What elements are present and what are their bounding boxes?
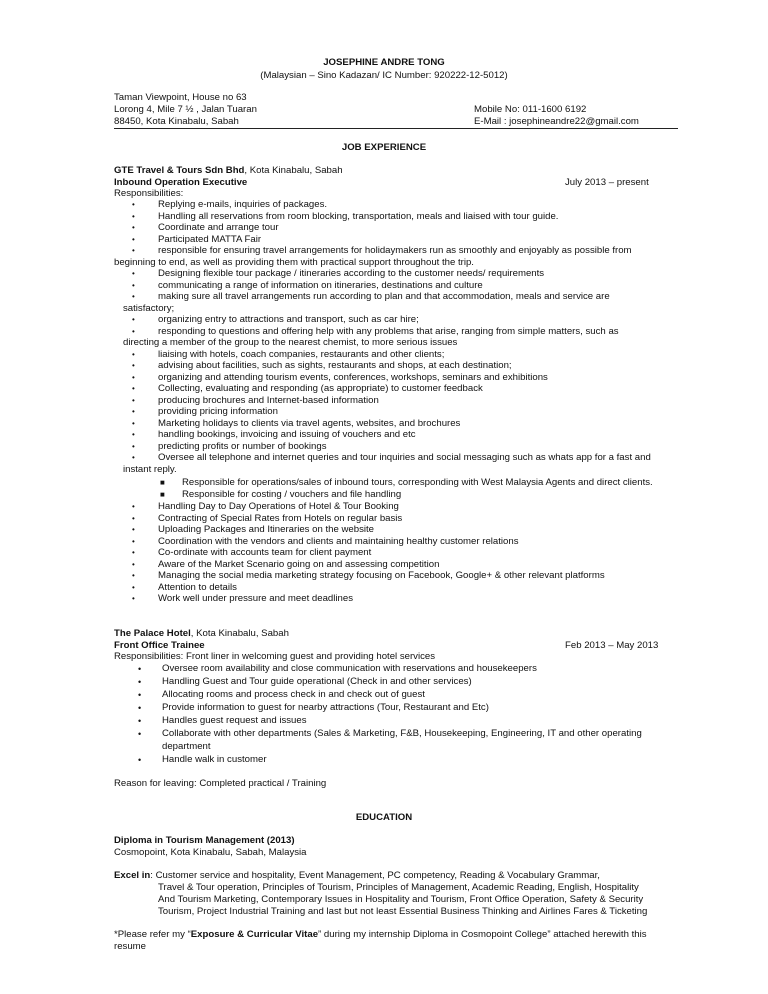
list-item: • liaising with hotels, coach companies, restaurants and other clients; xyxy=(132,348,445,360)
address-line-3: 88450, Kota Kinabalu, Sabah xyxy=(114,116,239,127)
education-heading: EDUCATION xyxy=(355,812,413,823)
list-item: • predicting profits or number of bookings xyxy=(132,440,327,452)
bullet-icon: • xyxy=(132,407,135,416)
bullet-icon: • xyxy=(132,223,135,232)
sub-list-item: ■ Responsible for costing / vouchers and file handling xyxy=(160,489,402,500)
list-item: • Allocating rooms and process check in and check out of guest xyxy=(138,689,425,700)
list-item: • producing brochures and Internet-based information xyxy=(132,394,379,406)
job2-dates: Feb 2013 – May 2013 xyxy=(565,640,659,651)
bullet-icon: • xyxy=(132,384,135,393)
bullet-icon: • xyxy=(132,571,135,580)
bullet-icon: • xyxy=(132,441,135,451)
reason-for-leaving: Reason for leaving: Completed practical / Training xyxy=(114,778,327,789)
excel-in-line-1: Excel in: Customer service and hospitality, Event Management, PC competency, Reading & Vocabulary Grammar, xyxy=(114,870,600,881)
bullet-icon: • xyxy=(132,361,135,370)
bullet-icon: • xyxy=(132,349,135,359)
list-item: • Handling all reservations from room blocking, transportation, meals and liaised with tour guide. xyxy=(132,210,559,222)
list-item: • Handling Day to Day Operations of Hotel & Tour Booking xyxy=(132,501,399,512)
list-item: • Participated MATTA Fair xyxy=(132,233,262,245)
bullet-icon: • xyxy=(132,513,135,523)
list-item: • Coordinate and arrange tour xyxy=(132,222,279,233)
bullet-icon: • xyxy=(132,246,135,255)
list-item: • Uploading Packages and Itineraries on the website xyxy=(132,524,374,535)
list-item: • providing pricing information xyxy=(132,406,278,417)
bullet-icon: • xyxy=(138,690,142,700)
list-item-continuation: beginning to end, as well as providing them with practical support throughout the trip. xyxy=(114,256,474,268)
list-item: • handling bookings, invoicing and issuing of vouchers and etc xyxy=(132,429,416,440)
bullet-icon: • xyxy=(138,716,142,726)
list-item: • Managing the social media marketing strategy focusing on Facebook, Google+ & other relevant platforms xyxy=(132,570,605,581)
list-item: • Handling Guest and Tour guide operational (Check in and other services) xyxy=(138,676,472,687)
list-item-continuation: satisfactory; xyxy=(123,302,175,314)
list-item: • communicating a range of information on itineraries, destinations and culture xyxy=(132,279,483,291)
list-item-continuation: department xyxy=(162,741,211,752)
address-line-2: Lorong 4, Mile 7 ½ , Jalan Tuaran xyxy=(114,104,257,115)
bullet-icon: • xyxy=(132,292,135,301)
job2-company: The Palace Hotel xyxy=(114,628,191,639)
bullet-icon: • xyxy=(138,677,142,687)
list-item: • Replying e-mails, inquiries of packages. xyxy=(132,199,328,210)
square-bullet-icon: ■ xyxy=(160,478,165,487)
email-address: E-Mail : josephineandre22@gmail.com xyxy=(474,116,639,127)
job2-company-line xyxy=(114,628,289,640)
list-item: • Handle walk in customer xyxy=(138,754,267,765)
list-item: • organizing entry to attractions and transport, such as car hire; xyxy=(132,314,419,325)
list-item-continuation: directing a member of the group to the nearest chemist, to more serious issues xyxy=(123,337,458,348)
bullet-icon: • xyxy=(132,269,135,278)
list-item: • Co-ordinate with accounts team for client payment xyxy=(132,547,372,558)
list-item: • Handles guest request and issues xyxy=(138,715,307,726)
header-divider xyxy=(114,128,678,129)
list-item: • Provide information to guest for nearby attractions (Tour, Restaurant and Etc) xyxy=(138,702,489,713)
bullet-icon: • xyxy=(138,755,142,765)
list-item: • responsible for ensuring travel arrangements for holidaymakers run as smoothly and enjoyably as possible from xyxy=(132,245,632,256)
candidate-name: JOSEPHINE ANDRE TONG xyxy=(323,57,445,68)
bullet-icon: • xyxy=(132,395,135,405)
excel-in-line-2: Travel & Tour operation, Principles of Tourism, Principles of Management, Academic Reading, English, Hospitality xyxy=(158,882,639,893)
excel-in-line-4: Tourism, Project Industrial Training and last but not least Essential Business Thinking and Airlines Fares & Ticketing xyxy=(158,906,648,917)
job2-title: Front Office Trainee xyxy=(114,640,205,651)
list-item: • Designing flexible tour package / itineraries according to the customer needs/ requirements xyxy=(132,268,545,279)
job1-company-line xyxy=(114,165,343,177)
list-item: • Marketing holidays to clients via travel agents, websites, and brochures xyxy=(132,417,461,429)
list-item: • Coordination with the vendors and clients and maintaining healthy customer relations xyxy=(132,535,519,547)
list-item: • responding to questions and offering help with any problems that arise, ranging from simple matters, such as xyxy=(132,325,619,337)
exposure-note-continuation: resume xyxy=(114,941,146,952)
excel-in-label: Excel in xyxy=(114,870,151,881)
job1-company: GTE Travel & Tours Sdn Bhd xyxy=(114,165,245,176)
bullet-icon: • xyxy=(132,418,135,428)
bullet-icon: • xyxy=(132,502,135,511)
bullet-icon: • xyxy=(132,536,135,546)
excel-in-line-3: And Tourism Marketing, Contemporary Issues in Hospitality and Tourism, Front Office Operation, Safety & Security xyxy=(158,894,644,905)
list-item: • Work well under pressure and meet deadlines xyxy=(132,593,353,604)
sub-list-item: ■ Responsible for operations/sales of inbound tours, corresponding with West Malaysia Agents and direct clients. xyxy=(160,477,653,488)
list-item: • organizing and attending tourism events, conferences, workshops, seminars and exhibitions xyxy=(132,371,548,383)
list-item: • Collaborate with other departments (Sales & Marketing, F&B, Housekeeping, Engineering, IT and other operating xyxy=(138,728,642,739)
list-item: • Oversee room availability and close communication with reservations and housekeepers xyxy=(138,663,537,674)
bullet-icon: • xyxy=(132,548,135,557)
exposure-note-title: Exposure & Curricular Vitae xyxy=(190,929,319,940)
list-item-continuation: instant reply. xyxy=(123,463,177,475)
bullet-icon: • xyxy=(132,594,135,603)
bullet-icon: • xyxy=(132,582,135,592)
job1-dates: July 2013 – present xyxy=(565,177,649,188)
bullet-icon: • xyxy=(132,234,135,244)
bullet-icon: • xyxy=(132,211,135,221)
job1-title: Inbound Operation Executive xyxy=(114,177,248,188)
bullet-icon: • xyxy=(132,326,135,336)
job1-location: , Kota Kinabalu, Sabah xyxy=(244,165,343,176)
job2-location: , Kota Kinabalu, Sabah xyxy=(190,628,289,639)
diploma-title: Diploma in Tourism Management (2013) xyxy=(114,835,295,846)
bullet-icon: • xyxy=(132,200,135,209)
list-item: • Contracting of Special Rates from Hotels on regular basis xyxy=(132,512,403,524)
square-bullet-icon: ■ xyxy=(160,490,165,499)
address-line-1: Taman Viewpoint, House no 63 xyxy=(114,92,247,103)
list-item: • Aware of the Market Scenario going on and assessing competition xyxy=(132,558,440,570)
list-item: • advising about facilities, such as sights, restaurants and shops, at each destination; xyxy=(132,360,512,371)
bullet-icon: • xyxy=(132,315,135,324)
job-experience-heading: JOB EXPERIENCE xyxy=(341,142,427,153)
bullet-icon: • xyxy=(138,703,142,713)
bullet-icon: • xyxy=(138,664,142,674)
list-item: • Attention to details xyxy=(132,581,237,593)
job2-responsibilities-label: Responsibilities: Front liner in welcoming guest and providing hotel services xyxy=(114,651,436,662)
bullet-icon: • xyxy=(132,430,135,439)
job1-responsibilities-label: Responsibilities: xyxy=(114,188,184,199)
candidate-subtitle: (Malaysian – Sino Kadazan/ IC Number: 920222-12-5012) xyxy=(260,70,508,81)
list-item: • making sure all travel arrangements run according to plan and that accommodation, meals and service are xyxy=(132,291,610,302)
bullet-icon: • xyxy=(132,453,135,462)
exposure-note: *Please refer my “Exposure & Curricular Vitae” during my internship Diploma in Cosmopoint College” attached herewith this xyxy=(114,929,647,940)
list-item: • Collecting, evaluating and responding (as appropriate) to customer feedback xyxy=(132,383,483,394)
list-item: • Oversee all telephone and internet queries and tour inquiries and social messaging such as whats app for a fast and xyxy=(132,452,651,463)
bullet-icon: • xyxy=(132,559,135,569)
bullet-icon: • xyxy=(132,372,135,382)
school-name: Cosmopoint, Kota Kinabalu, Sabah, Malaysia xyxy=(114,847,307,858)
mobile-number: Mobile No: 011-1600 6192 xyxy=(474,104,587,115)
bullet-icon: • xyxy=(132,280,135,290)
bullet-icon: • xyxy=(138,729,142,739)
bullet-icon: • xyxy=(132,525,135,534)
